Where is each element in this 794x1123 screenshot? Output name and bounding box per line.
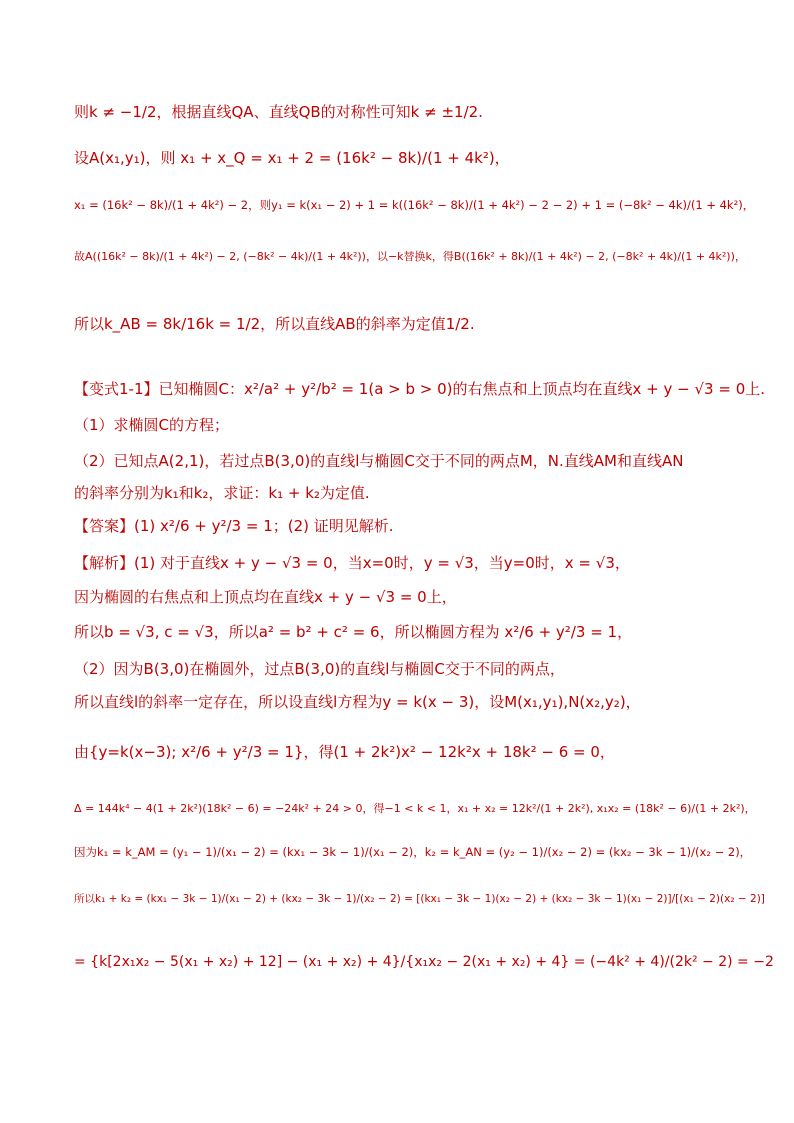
text-line: （1）求椭圆C的方程； (74, 416, 230, 434)
text-line: 【解析】(1) 对于直线x + y − √3 = 0，当x=0时，y = √3，当y=0时，x = √3， (74, 554, 630, 572)
text-line: x₁ = (16k² − 8k)/(1 + 4k²) − 2，则y₁ = k(x₁ − 2) + 1 = k((16k² − 8k)/(1 + 4k²) − 2 − 2) + 1 = (−8k² − 4k)/(1 + 4k²)， (74, 198, 755, 212)
text-line: Δ = 144k⁴ − 4(1 + 2k²)(18k² − 6) = −24k² + 24 > 0，得−1 < k < 1，x₁ + x₂ = 12k²/(1 + 2k²), x₁x₂ = (18k² − 6)/(1 + 2k²)， (74, 802, 756, 815)
text-line: 所以k₁ + k₂ = (kx₁ − 3k − 1)/(x₁ − 2) + (kx₂ − 3k − 1)/(x₂ − 2) = [(kx₁ − 3k − 1)(x₂ − 2) + (kx₂ − 3k − 1)(x₁ − 2)]/[(x₁ − 2)(x₂ − 2)] (74, 893, 765, 905)
text-line: 因为椭圆的右焦点和上顶点均在直线x + y − √3 = 0上， (74, 588, 457, 606)
text-line: 【答案】(1) x²/6 + y²/3 = 1；(2) 证明见解析. (74, 517, 394, 535)
text-line: （2）因为B(3,0)在椭圆外，过点B(3,0)的直线l与椭圆C交于不同的两点， (74, 660, 565, 678)
text-line: 所以k_AB = 8k/16k = 1/2，所以直线AB的斜率为定值1/2. (74, 315, 475, 333)
text-line: 则k ≠ −1/2，根据直线QA、直线QB的对称性可知k ≠ ±1/2. (74, 103, 483, 121)
text-line: 所以b = √3, c = √3，所以a² = b² + c² = 6，所以椭圆方程为 x²/6 + y²/3 = 1， (74, 623, 633, 641)
text-line: 【变式1-1】已知椭圆C：x²/a² + y²/b² = 1(a > b > 0)的右焦点和上顶点均在直线x + y − √3 = 0上. (74, 380, 766, 398)
text-line: （2）已知点A(2,1)，若过点B(3,0)的直线l与椭圆C交于不同的两点M，N.直线AM和直线AN (74, 452, 684, 470)
text-line: 故A((16k² − 8k)/(1 + 4k²) − 2, (−8k² − 4k)/(1 + 4k²))，以−k替换k，得B((16k² + 8k)/(1 + 4k²) − 2, (−8k² + 4k)/(1 + 4k²))， (74, 250, 746, 263)
text-line: 所以直线l的斜率一定存在，所以设直线l方程为y = k(x − 3)，设M(x₁,y₁),N(x₂,y₂)， (74, 693, 641, 711)
text-line: 因为k₁ = k_AM = (y₁ − 1)/(x₁ − 2) = (kx₁ − 3k − 1)/(x₁ − 2)，k₂ = k_AN = (y₂ − 1)/(x₂ − 2) = (kx₂ − 3k − 1)/(x₂ − 2)， (74, 845, 752, 859)
text-line: 由{y=k(x−3); x²/6 + y²/3 = 1}，得(1 + 2k²)x² − 12k²x + 18k² − 6 = 0， (74, 743, 615, 761)
text-line: 设A(x₁,y₁)，则 x₁ + x_Q = x₁ + 2 = (16k² − 8k)/(1 + 4k²)， (74, 149, 510, 167)
text-line: 的斜率分别为k₁和k₂，求证：k₁ + k₂为定值. (74, 484, 370, 502)
text-line: = {k[2x₁x₂ − 5(x₁ + x₂) + 12] − (x₁ + x₂) + 4}/{x₁x₂ − 2(x₁ + x₂) + 4} = (−4k² + 4)/(2k² − 2) = −2 (74, 954, 774, 970)
